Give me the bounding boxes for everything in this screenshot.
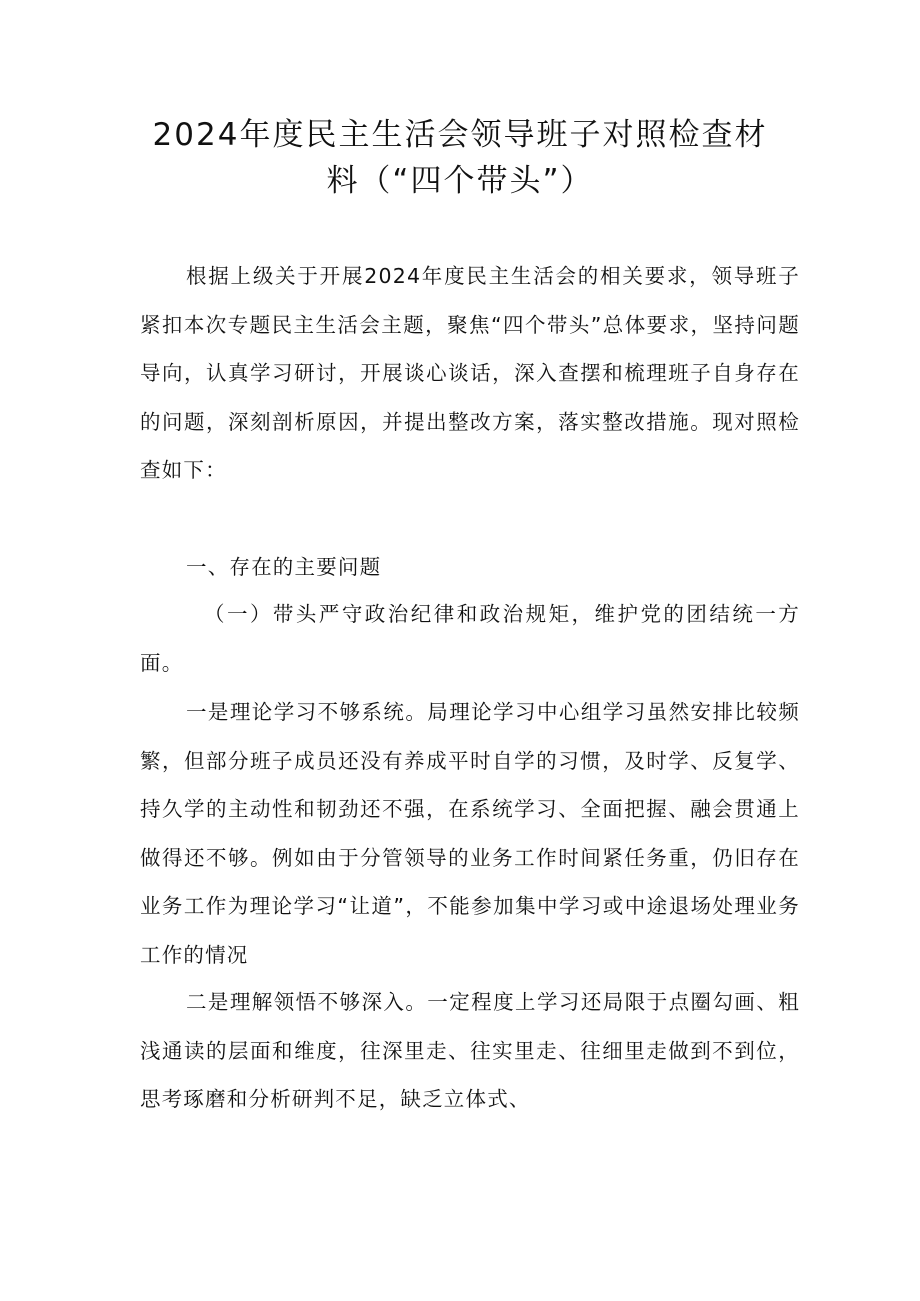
paragraph-point-1: 一是理论学习不够系统。局理论学习中心组学习虽然安排比较频繁，但部分班子成员还没有养成平时自学的习惯，及时学、反复学、持久学的主动性和韧劲还不强，在系统学习、全面把握、融会贯通上做得还不够。例如由于分管领导的业务工作时间紧任务重，仍旧存在业务工作为理论学习“让道”，不能参加集中学习或中途退场处理业务工作的情况	[140, 700, 800, 967]
section-heading: 一、存在的主要问题	[186, 555, 382, 579]
title-line-1: 2024年度民主生活会领导班子对照检查材	[152, 117, 768, 153]
subsection-heading: （一）带头严守政治纪律和政治规矩，维护党的团结统一方面。	[140, 602, 800, 675]
title-line-2: 料（“四个带头”）	[326, 163, 594, 199]
paragraph-point-2: 二是理解领悟不够深入。一定程度上学习还局限于点圈勾画、粗浅通读的层面和维度，往深里走、往实里走、往细里走做到不到位，思考琢磨和分析研判不足，缺乏立体式、	[140, 990, 800, 1111]
intro-paragraph: 根据上级关于开展2024年度民主生活会的相关要求，领导班子紧扣本次专题民主生活会主题，聚焦“四个带头”总体要求，坚持问题导向，认真学习研讨，开展谈心谈话，深入查摆和梳理班子自身存在的问题，深刻剖析原因，并提出整改方案，落实整改措施。现对照检查如下：	[140, 264, 800, 482]
document-title	[150, 112, 770, 204]
